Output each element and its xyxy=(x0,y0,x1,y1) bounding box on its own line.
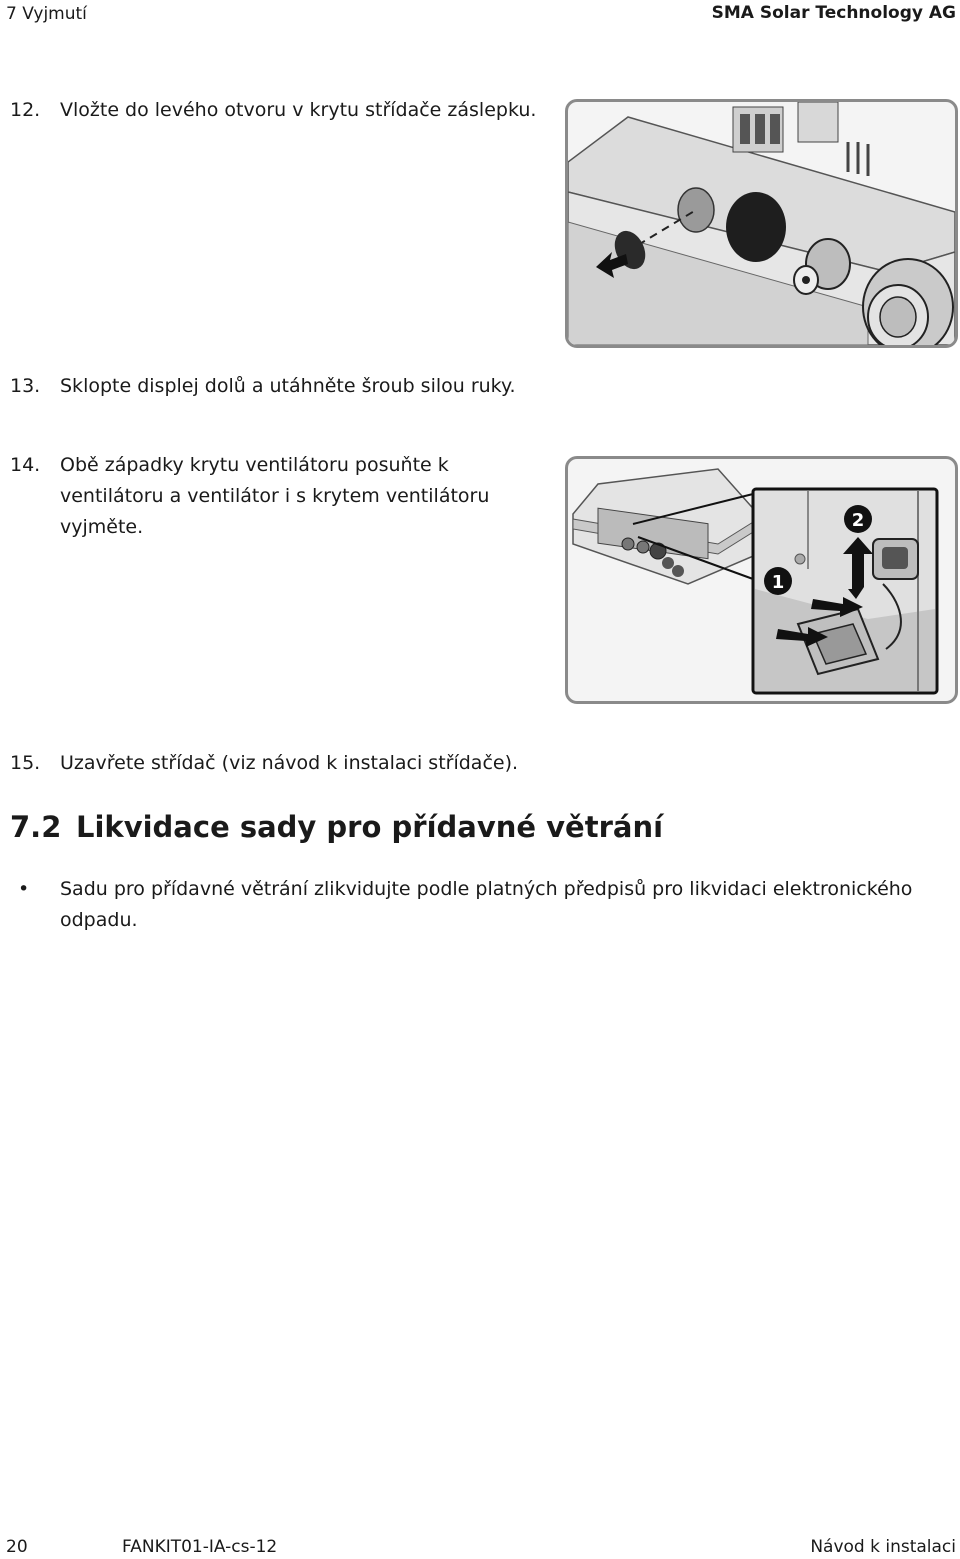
step-14 xyxy=(10,450,520,543)
header-company: SMA Solar Technology AG xyxy=(711,3,956,23)
bullet-text: Sadu pro přídavné větrání zlikvidujte podle platných předpisů pro likvidaci elektronického odpadu. xyxy=(60,878,913,931)
section-number: 7.2 xyxy=(10,810,62,844)
figure-remove-fan-illustration xyxy=(568,459,955,701)
step-number: 14. xyxy=(10,454,41,476)
figure-insert-plug-illustration xyxy=(568,102,955,345)
step-text: Uzavřete střídač (viz návod k instalaci střídače). xyxy=(60,752,519,774)
step-15 xyxy=(10,748,518,779)
callout-2: 2 xyxy=(851,510,865,531)
bullet-item xyxy=(18,874,938,936)
callout-1: 1 xyxy=(771,572,785,593)
footer-doc-id: FANKIT01-IA-cs-12 xyxy=(122,1537,278,1557)
step-text: Sklopte displej dolů a utáhněte šroub silou ruky. xyxy=(60,375,516,397)
figure-remove-fan xyxy=(565,456,958,704)
step-12 xyxy=(10,95,536,126)
footer-doc-type: Návod k instalaci xyxy=(810,1537,956,1557)
step-number: 13. xyxy=(10,375,41,397)
figure-insert-plug xyxy=(565,99,958,348)
step-text: Obě západky krytu ventilátoru posuňte k ventilátoru a ventilátor i s krytem ventilátoru vyjměte. xyxy=(60,454,490,538)
section-title: Likvidace sady pro přídavné větrání xyxy=(76,810,664,844)
bullet-icon: • xyxy=(18,878,30,900)
section-heading xyxy=(10,810,663,844)
header-section: 7 Vyjmutí xyxy=(6,4,87,24)
footer-page-number: 20 xyxy=(6,1537,28,1557)
step-13 xyxy=(10,371,516,402)
step-number: 12. xyxy=(10,99,41,121)
step-text: Vložte do levého otvoru v krytu střídače záslepku. xyxy=(60,99,537,121)
step-number: 15. xyxy=(10,752,41,774)
